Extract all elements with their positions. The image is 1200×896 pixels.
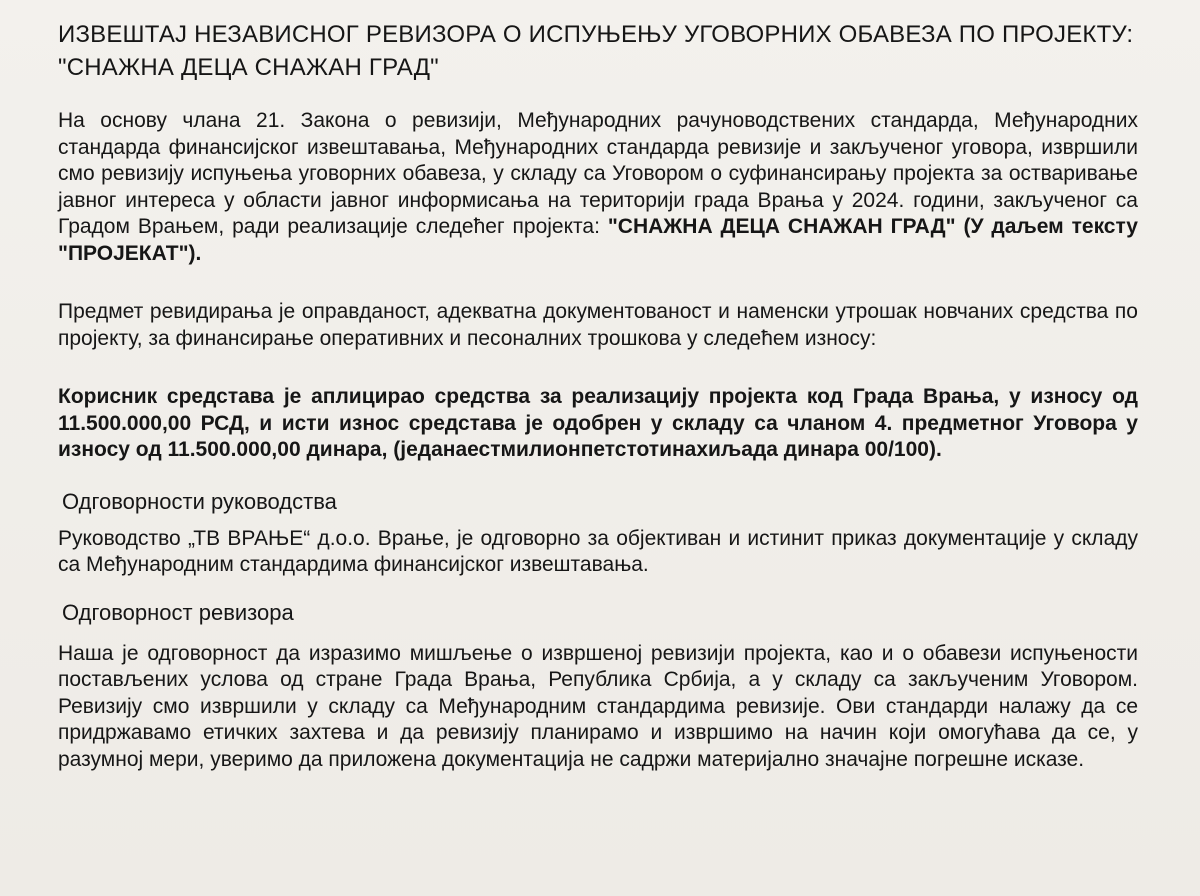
management-paragraph: Руководство „ТВ ВРАЊЕ“ д.о.о. Врање, је одговорно за објективан и истинит приказ документације у складу са Међународним стандардима финансијског извештавања. [58,526,1138,576]
management-heading: Одговорности руководства [62,488,337,514]
intro-text: На основу члана 21. Закона о ревизији, Међународних рачуноводствених стандарда, Међународних стандарда финансијског извештавања, Међународних стандарда ревизије и закљученог уговора, извршили смо ревизију испуњења уговорних обавеза, у складу са Уговором о суфинансирању пројекта за остваривање јавног интереса у области јавног информисања на територији града Врања у 2024. години, закљученог са Градом Врањем, ради реализације следећег пројекта: [58,109,1138,238]
auditor-paragraph: Наша је одговорност да изразимо мишљење о извршеној ревизији пројекта, као и о обавези испуњености постављених услова од стране Града Врања, Република Србија, а у складу са закљученим Уговором. Ревизију смо извршили у складу са Међународним стандардима ревизије. Ови стандарди налажу да се придржавамо етичких захтева и да ревизију планирамо и извршимо на начин који омогућава да се, у разумној мери, уверимо да приложена документација не садржи материјално значајне погрешне исказе. [58,641,1138,771]
subject-paragraph: Предмет ревидирања је оправданост, адекватна документованост и наменски утрошак новчаних средства по пројекту, за финансирање оперативних и песоналних трошкова у следећем износу: [58,300,1138,350]
intro-project-name: "СНАЖНА ДЕЦА СНАЖАН ГРАД" (У даљем тексту "ПРОЈЕКАТ"). [58,215,1138,265]
intro-paragraph [58,108,1138,267]
auditor-heading: Одговорност ревизора [62,599,294,625]
amount-paragraph: Корисник средстава је аплицирао средства за реализацију пројекта код Града Врања, у износу од 11.500.000,00 РСД, и исти износ средстава је одобрен у складу са чланом 4. предметног Уговора у износу од 11.500.000,00 динара, (једанаестмилионпетстотинахиљада динара 00/100). [58,385,1138,461]
report-title: ИЗВЕШТАЈ НЕЗАВИСНОГ РЕВИЗОРА О ИСПУЊЕЊУ УГОВОРНИХ ОБАВЕЗА ПО ПРОЈЕКТУ: "СНАЖНА ДЕЦА СНАЖАН ГРАД" [58,21,1134,81]
